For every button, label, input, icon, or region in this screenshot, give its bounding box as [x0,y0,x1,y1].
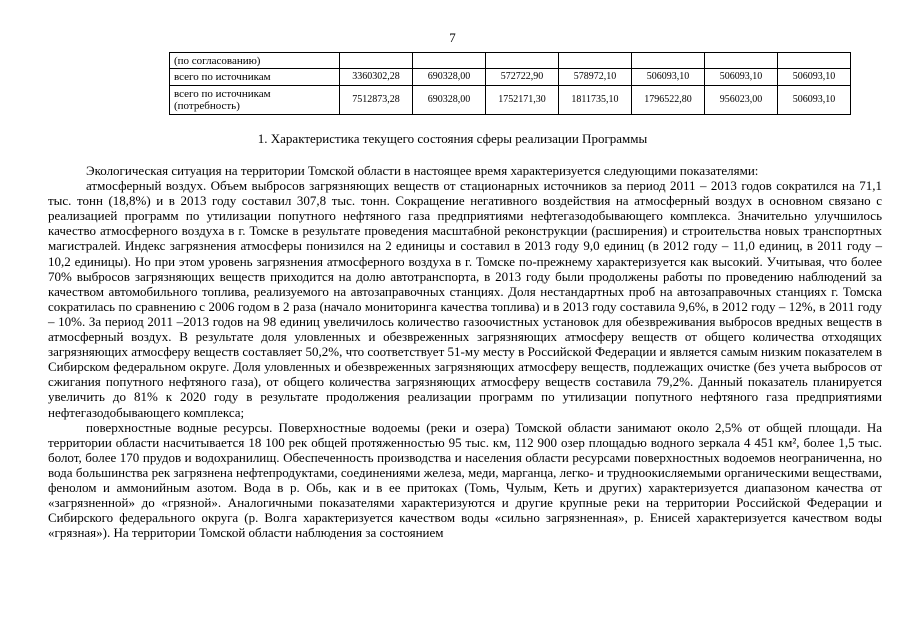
table-cell: 7512873,28 [340,86,413,115]
paragraph-atmospheric-air: атмосферный воздух. Объем выбросов загрязняющих веществ от стационарных источников за период 2011 – 2013 годов сократился на 71,1 тыс. тонн (18,8%) и в 2013 году составил 307,8 тыс. тонн. Сокращение негативного воздействия на атмосферный воздух в основном связано с реализацией программ по утилизации попутного нефтяного газа предприятиями нефтегазодобывающего комплекса. Значительно улучшилось качество атмосферного воздуха в г. Томске в результате проведения масштабной реконструкции (расширения) и строительства новых транспортных магистралей. Индекс загрязнения атмосферы понизился на 2 единицы и составил в 2013 году 9,0 единиц (в 2012 году – 11,0 единиц, в 2011 году – 10,2 единицы). Но при этом уровень загрязнения атмосферного воздуха в г. Томске по-прежнему характеризуется как высокий. Учитывая, что более 70% выбросов загрязняющих веществ приходится на долю автотранспорта, в 2013 году были продолжены работы по проведению наблюдений за качеством автомобильного топлива, реализуемого на автозаправочных станциях. Доля нестандартных проб на автозаправочных станциях г. Томска сократилась по сравнению с 2006 годом в 2 раза (начало мониторинга качества топлива) и в 2013 году составила 9,6%, в 2012 году – 12%, в 2011 году – 10%. За период 2011 –2013 годов на 98 единиц увеличилось количество газоочистных установок для обезвреживания выбросов вредных веществ в атмосферный воздух. В результате доля уловленных и обезвреженных загрязняющих атмосферу веществ от общего количества отходящих загрязняющих атмосферу веществ составляет 50,2%, что соответствует 51-му месту в Российской Федерации и является самым низким показателем в Сибирском федеральном округе. Доля уловленных и обезвреженных загрязняющих атмосферу веществ, подлежащих очистке (без учета выбросов от сжигания попутного нефтяного газа), от общего количества загрязняющих атмосферу веществ составила 79,2%. Данный показатель планируется увеличить до 81% к 2020 году в результате продолжения реализации программ по утилизации попутного нефтяного газа предприятиями нефтегазодобывающего комплекса; [48,178,882,420]
table-cell: 1811735,10 [559,86,632,115]
table-cell [705,53,778,69]
body-text [48,163,882,540]
paragraph-intro: Экологическая ситуация на территории Томской области в настоящее время характеризуется следующими показателями: [86,163,759,178]
table-row-label: всего по источникам (потребность) [170,86,340,115]
table-cell [632,53,705,69]
table-cell: 578972,10 [559,69,632,86]
funding-sources-table [169,52,851,115]
table-cell: 506093,10 [705,69,778,86]
table-cell [486,53,559,69]
table-cell: 572722,90 [486,69,559,86]
table-cell: 690328,00 [413,86,486,115]
table-row-label: всего по источникам [170,69,340,86]
table-cell [778,53,851,69]
table-cell: 506093,10 [778,86,851,115]
table-row [170,53,851,69]
table-cell: 1796522,80 [632,86,705,115]
section-heading: 1. Характеристика текущего состояния сферы реализации Программы [257,131,648,146]
table-cell: 1752171,30 [486,86,559,115]
table-cell [340,53,413,69]
table-cell: 506093,10 [632,69,705,86]
table-row-label: (по согласованию) [170,53,340,69]
paragraph-surface-water: поверхностные водные ресурсы. Поверхностные водоемы (реки и озера) Томской области занимают около 2,5% от общей площади. На территории области насчитывается 18 100 рек общей протяженностью 95 тыс. км, 112 900 озер площадью водного зеркала 4 451 км², более 1,5 тыс. болот, более 170 прудов и водохранилищ. Обеспеченность производства и населения области ресурсами поверхностных водоемов неограниченна, но вода большинства рек загрязнена нефтепродуктами, соединениями железа, меди, марганца, легко- и трудноокисляемыми органическими веществами, фенолом и аммонийным азотом. Вода в р. Обь, как и в ее притоках (Томь, Чулым, Кеть и других) характеризуется диапазоном качества от «загрязненной» до «грязной». Аналогичными показателями характеризуются и другие крупные реки на территории Российской Федерации и Сибирского федерального округа (р. Волга характеризуется качеством воды «сильно загрязненная», р. Енисей характеризуется качеством воды «грязная»). На территории Томской области наблюдения за состоянием [48,419,882,541]
page-number: 7 [449,30,456,45]
table-cell [413,53,486,69]
table-cell: 506093,10 [778,69,851,86]
table-cell: 3360302,28 [340,69,413,86]
table-row [170,86,851,115]
table-cell: 690328,00 [413,69,486,86]
table-cell [559,53,632,69]
table-cell: 956023,00 [705,86,778,115]
table-row [170,69,851,86]
